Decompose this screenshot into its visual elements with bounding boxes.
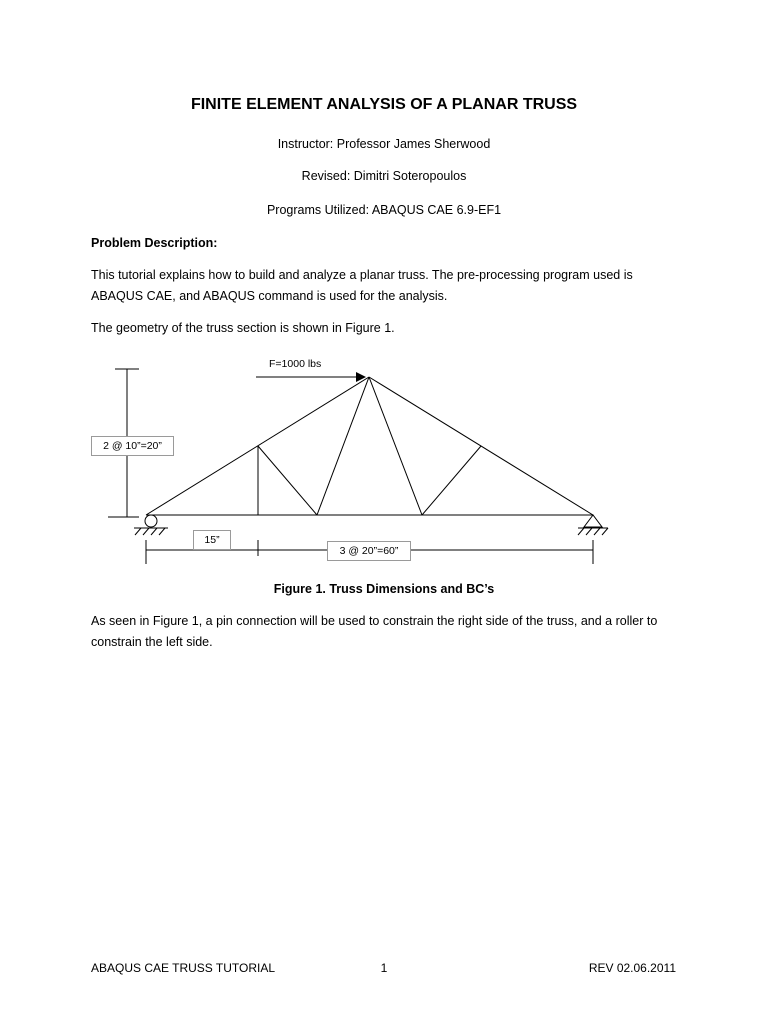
footer-page-number: 1 <box>380 961 388 975</box>
force-arrow-head-icon <box>356 372 366 382</box>
ground-hatch <box>594 528 600 535</box>
page-title: FINITE ELEMENT ANALYSIS OF A PLANAR TRUSS <box>190 96 578 113</box>
span-dimension-label: 3 @ 20”=60” <box>327 541 411 561</box>
problem-heading: Problem Description: <box>91 236 218 250</box>
height-dimension-label: 2 @ 10”=20” <box>91 436 174 456</box>
geometry-text: The geometry of the truss section is shown in Figure 1. <box>91 321 395 335</box>
web-member-3 <box>369 377 422 515</box>
ground-hatch <box>159 528 165 535</box>
ground-hatch <box>135 528 141 535</box>
programs-line: Programs Utilized: ABAQUS CAE 6.9-EF1 <box>266 203 502 217</box>
intro-line-1: This tutorial explains how to build and analyze a planar truss. The pre-processing program used is <box>91 268 633 282</box>
bc-line-1: As seen in Figure 1, a pin connection will be used to constrain the right side of the truss, and a roller to <box>91 614 658 628</box>
footer-doc-title: ABAQUS CAE TRUSS TUTORIAL <box>91 961 276 975</box>
offset-dimension-label: 15” <box>193 530 231 550</box>
web-member-4 <box>422 446 481 515</box>
ground-hatch <box>578 528 584 535</box>
pin-support-icon <box>584 515 602 527</box>
instructor-line: Instructor: Professor James Sherwood <box>277 137 491 151</box>
ground-hatch <box>151 528 157 535</box>
footer-revision: REV 02.06.2011 <box>588 961 676 975</box>
revised-line: Revised: Dimitri Soteropoulos <box>301 169 467 183</box>
ground-hatch <box>143 528 149 535</box>
force-label: F=1000 lbs <box>269 358 322 370</box>
web-member-1 <box>258 446 317 515</box>
intro-line-2: ABAQUS CAE, and ABAQUS command is used for the analysis. <box>91 289 448 303</box>
figure-caption: Figure 1. Truss Dimensions and BC’s <box>273 582 495 596</box>
web-member-2 <box>317 377 369 515</box>
ground-hatch <box>602 528 608 535</box>
roller-support-icon <box>145 515 157 527</box>
ground-hatch <box>586 528 592 535</box>
bc-paragraph <box>91 611 691 653</box>
bc-line-2: constrain the left side. <box>91 635 213 649</box>
